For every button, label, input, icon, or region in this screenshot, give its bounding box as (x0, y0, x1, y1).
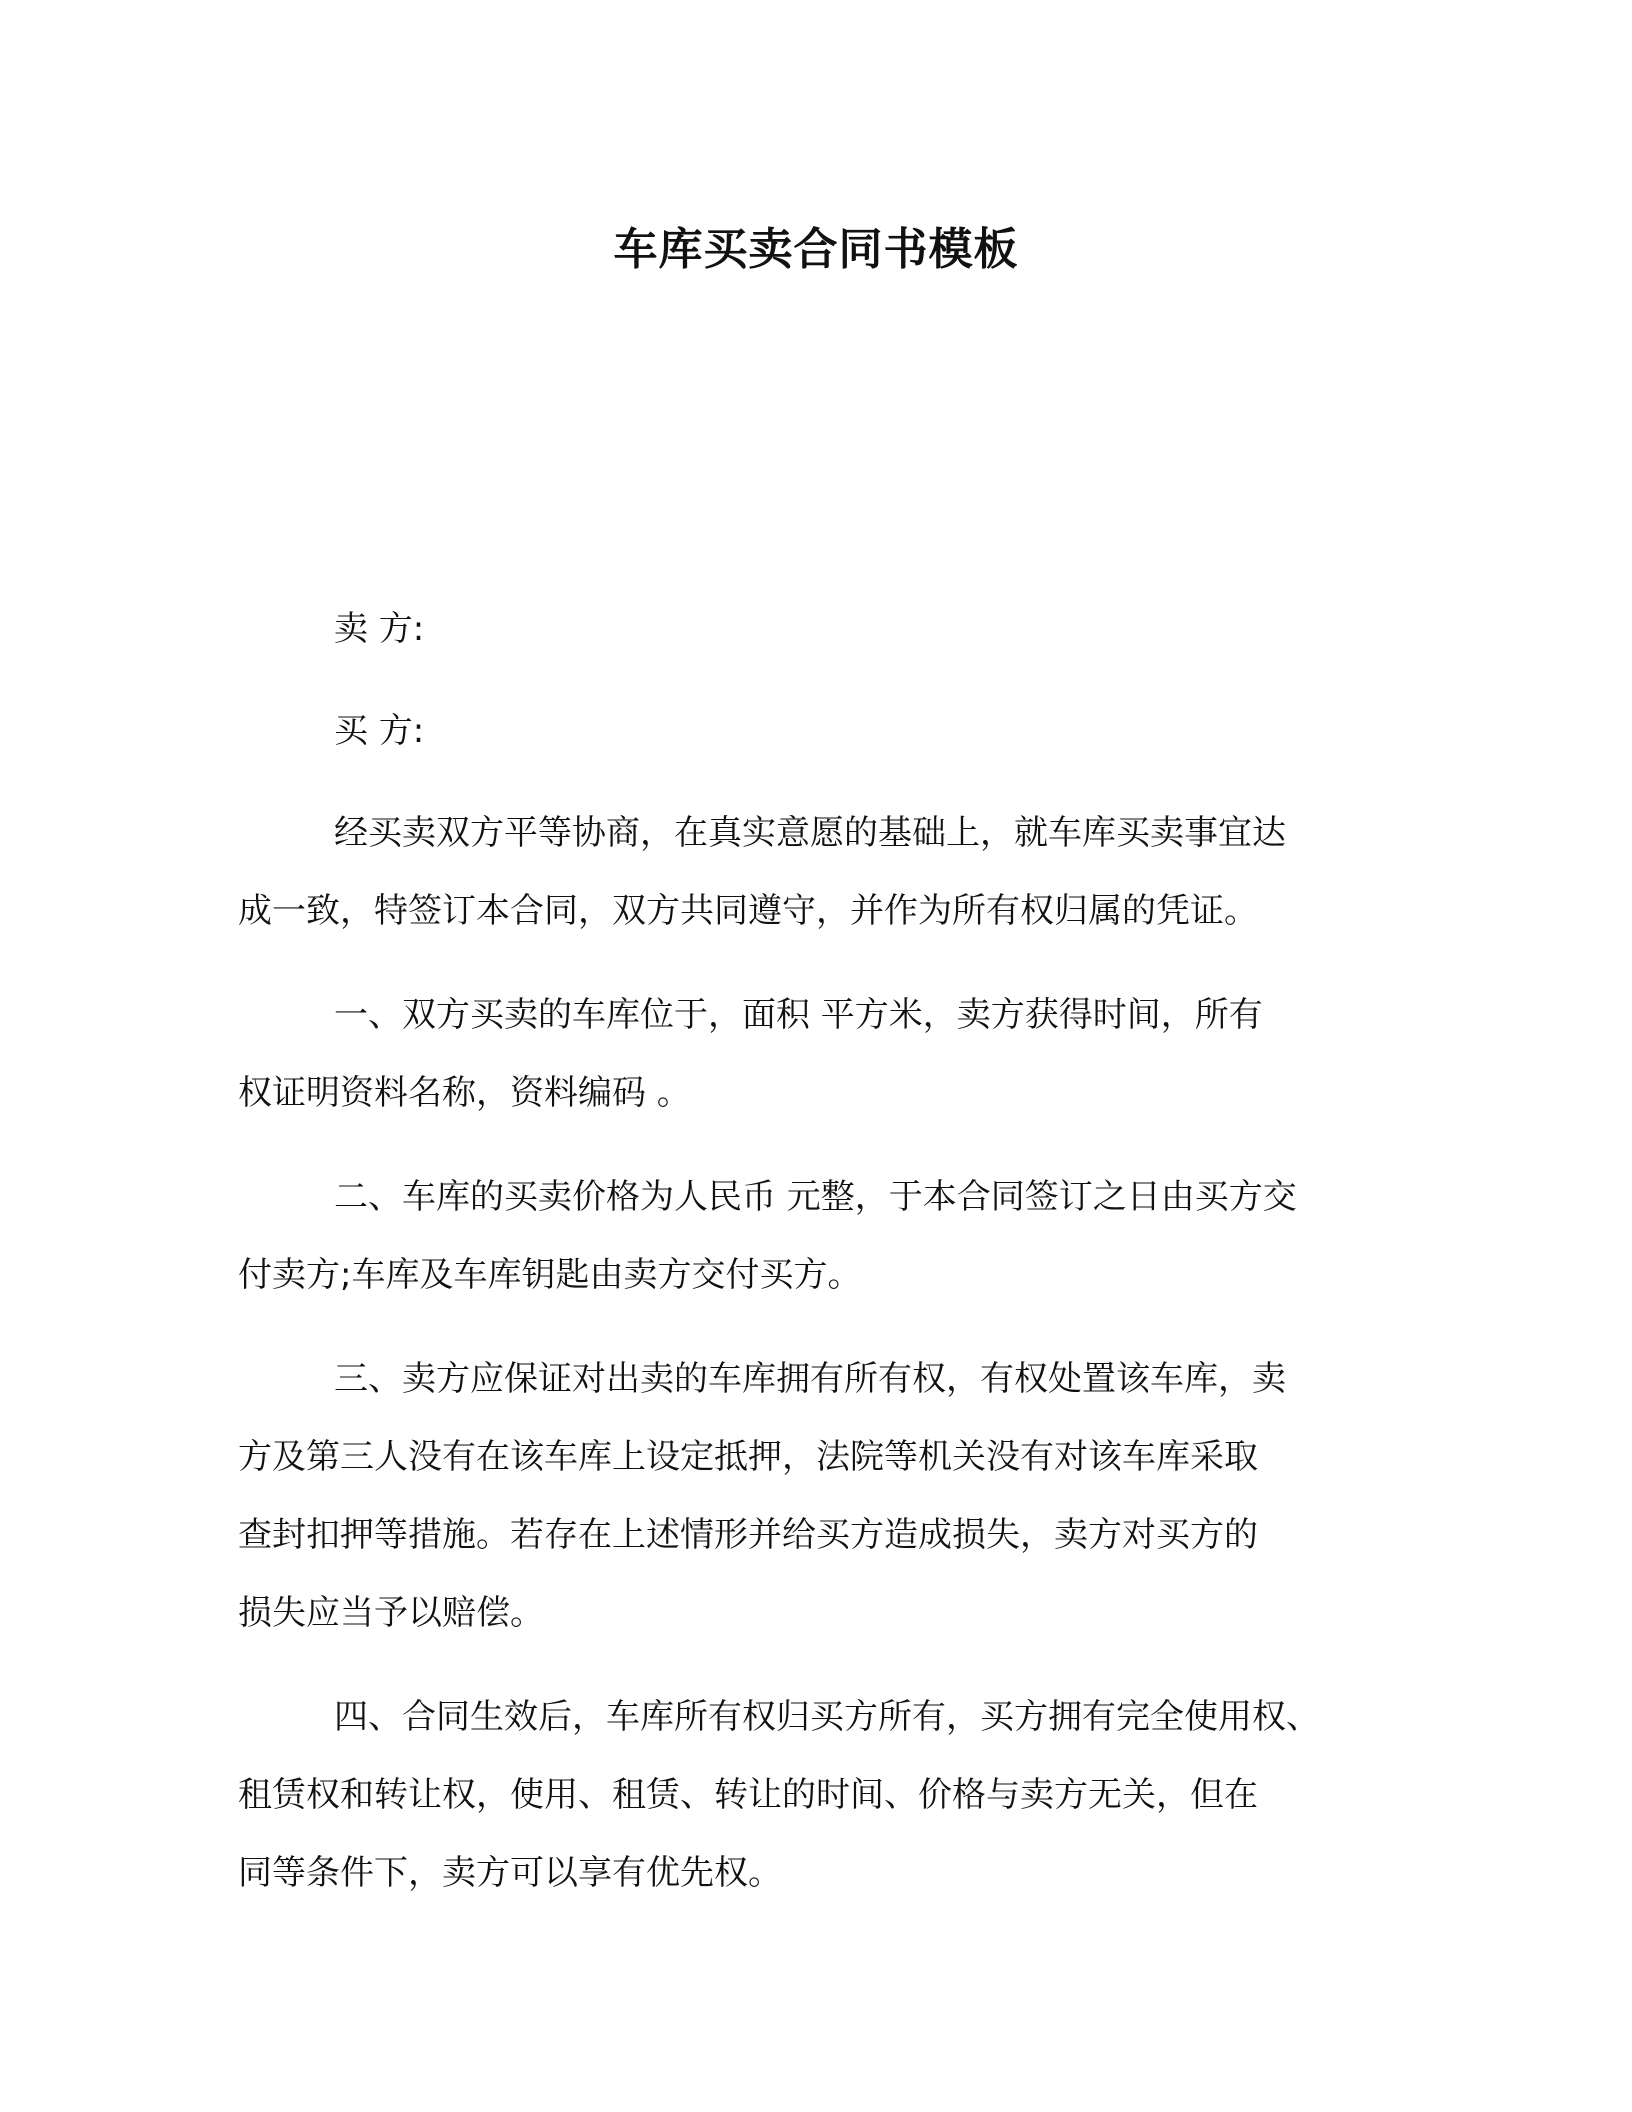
intro-paragraph (238, 794, 1398, 950)
text-line: 三、卖方应保证对出卖的车库拥有所有权，有权处置该车库，卖 (334, 1359, 1286, 1399)
text-line: 同等条件下，卖方可以享有优先权。 (238, 1853, 782, 1893)
buyer-line (238, 692, 1398, 770)
text-line: 二、车库的买卖价格为人民币 元整，于本合同签订之日由买方交 (334, 1177, 1297, 1217)
text-line: 经买卖双方平等协商，在真实意愿的基础上，就车库买卖事宜达 (334, 813, 1286, 853)
text-line: 租赁权和转让权，使用、租赁、转让的时间、价格与卖方无关，但在 (238, 1775, 1258, 1815)
text-line: 查封扣押等措施。若存在上述情形并给买方造成损失，卖方对买方的 (238, 1515, 1258, 1555)
clause-3 (238, 1340, 1398, 1652)
text-line: 权证明资料名称，资料编码 。 (238, 1073, 691, 1113)
seller-label: 卖 方: (334, 609, 425, 649)
document-title: 车库买卖合同书模板 (613, 224, 1019, 275)
buyer-label: 买 方: (334, 711, 425, 751)
text-line: 一、双方买卖的车库位于，面积 平方米，卖方获得时间，所有 (334, 995, 1263, 1035)
text-line: 成一致，特签订本合同，双方共同遵守，并作为所有权归属的凭证。 (238, 891, 1258, 931)
clause-1 (238, 976, 1398, 1132)
text-line: 损失应当予以赔偿。 (238, 1593, 544, 1633)
seller-line (238, 590, 1398, 668)
clause-4 (238, 1678, 1398, 1912)
text-line: 付卖方;车库及车库钥匙由卖方交付买方。 (238, 1255, 862, 1295)
document-body (238, 590, 1398, 1912)
clause-2 (238, 1158, 1398, 1314)
text-line: 方及第三人没有在该车库上设定抵押，法院等机关没有对该车库采取 (238, 1437, 1258, 1477)
text-line: 四、合同生效后，车库所有权归买方所有，买方拥有完全使用权、 (334, 1697, 1320, 1737)
